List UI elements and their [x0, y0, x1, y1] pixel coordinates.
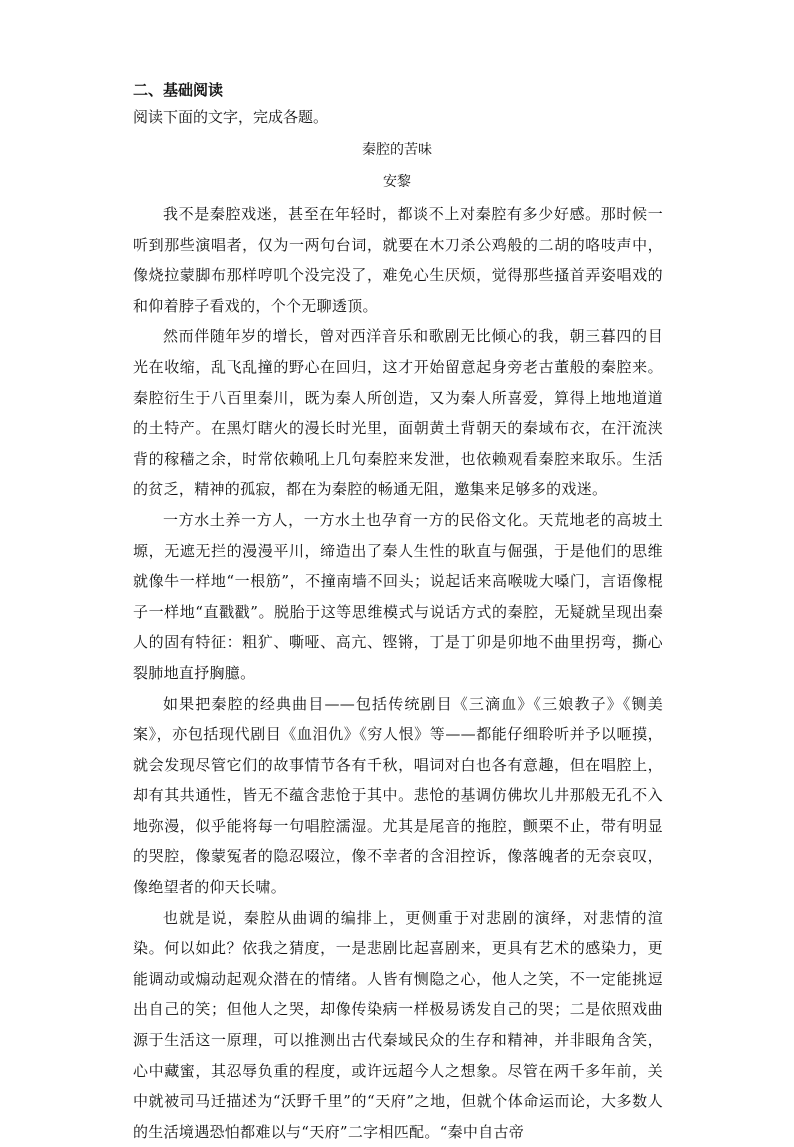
article-body — [133, 199, 663, 1147]
paragraph: 也就是说，秦腔从曲调的编排上，更侧重于对悲剧的演绎，对悲情的渲染。何以如此？依我之猜度，一是悲剧比起喜剧来，更具有艺术的感染力，更能调动或煽动起观众潜在的情绪。人皆有恻隐之心，他人之笑，不一定能挑逗出自己的笑；但他人之哭，却像传染病一样极易诱发自己的哭；二是依照戏曲源于生活这一原理，可以推测出古代秦域民众的生存和精神，并非眼角含笑，心中藏蜜，其忍辱负重的程度，或许远超今人之想象。尽管在两千多年前，关中就被司马迁描述为“沃野千里”的“天府”之地，但就个体命运而论，大多数人的生活境遇恐怕都难以与“天府”二字相匹配。“秦中自古帝 — [133, 908, 663, 1141]
instruction-text: 阅读下面的文字，完成各题。 — [133, 108, 329, 126]
article-title: 秦腔的苦味 — [362, 142, 432, 158]
article-author: 安黎 — [383, 174, 411, 190]
paragraph: 然而伴随年岁的增长，曾对西洋音乐和歌剧无比倾心的我，朝三暮四的目光在收缩，乱飞乱撞的野心在回归，这才开始留意起身旁老古董般的秦腔来。秦腔衍生于八百里秦川，既为秦人所创造，又为秦人所喜爱，算得上地地道道的土特产。在黑灯瞎火的漫长时光里，面朝黄土背朝天的秦域布衣，在汗流浃背的稼穑之余，时常依赖吼上几句秦腔来发泄，也依赖观看秦腔来取乐。生活的贫乏，精神的孤寂，都在为秦腔的畅通无阻，邀集来足够多的戏迷。 — [133, 327, 663, 499]
paragraph: 我不是秦腔戏迷，甚至在年轻时，都谈不上对秦腔有多少好感。那时候一听到那些演唱者，仅为一两句台词，就要在木刀杀公鸡般的二胡的咯吱声中，像烧拉蒙脚布那样哼叽个没完没了，难免心生厌烦，觉得那些搔首弄姿唱戏的和仰着脖子看戏的，个个无聊透顶。 — [133, 205, 663, 315]
paragraph: 一方水土养一方人，一方水土也孕育一方的民俗文化。天荒地老的高坡土塬，无遮无拦的漫漫平川，缔造出了秦人生性的耿直与倔强，于是他们的思维就像牛一样地“一根筋”，不撞南墙不回头；说起话来高喉咙大嗓门，言语像棍子一样地“直戳戳”。脱胎于这等思维模式与说话方式的秦腔，无疑就呈现出秦人的固有特征：粗犷、嘶哑、高亢、铿锵，丁是丁卯是卯地不曲里拐弯，撕心裂肺地直抒胸臆。 — [133, 510, 663, 682]
section-heading: 二、基础阅读 — [133, 81, 224, 99]
paragraph: 如果把秦腔的经典曲目——包括传统剧目《三滴血》《三娘教子》《铡美案》，亦包括现代剧目《血泪仇》《穷人恨》等——都能仔细聆听并予以咂摸，就会发现尽管它们的故事情节各有千秋，唱词对白也各有意趣，但在唱腔上，却有其共通性，皆无不蕴含悲怆于其中。悲怆的基调仿佛坎儿井那般无孔不入地弥漫，似乎能将每一句唱腔濡湿。尤其是尾音的拖腔，颤栗不止，带有明显的哭腔，像蒙冤者的隐忍啜泣，像不幸者的含泪控诉，像落魄者的无奈哀叹，像绝望者的仰天长啸。 — [133, 694, 663, 897]
